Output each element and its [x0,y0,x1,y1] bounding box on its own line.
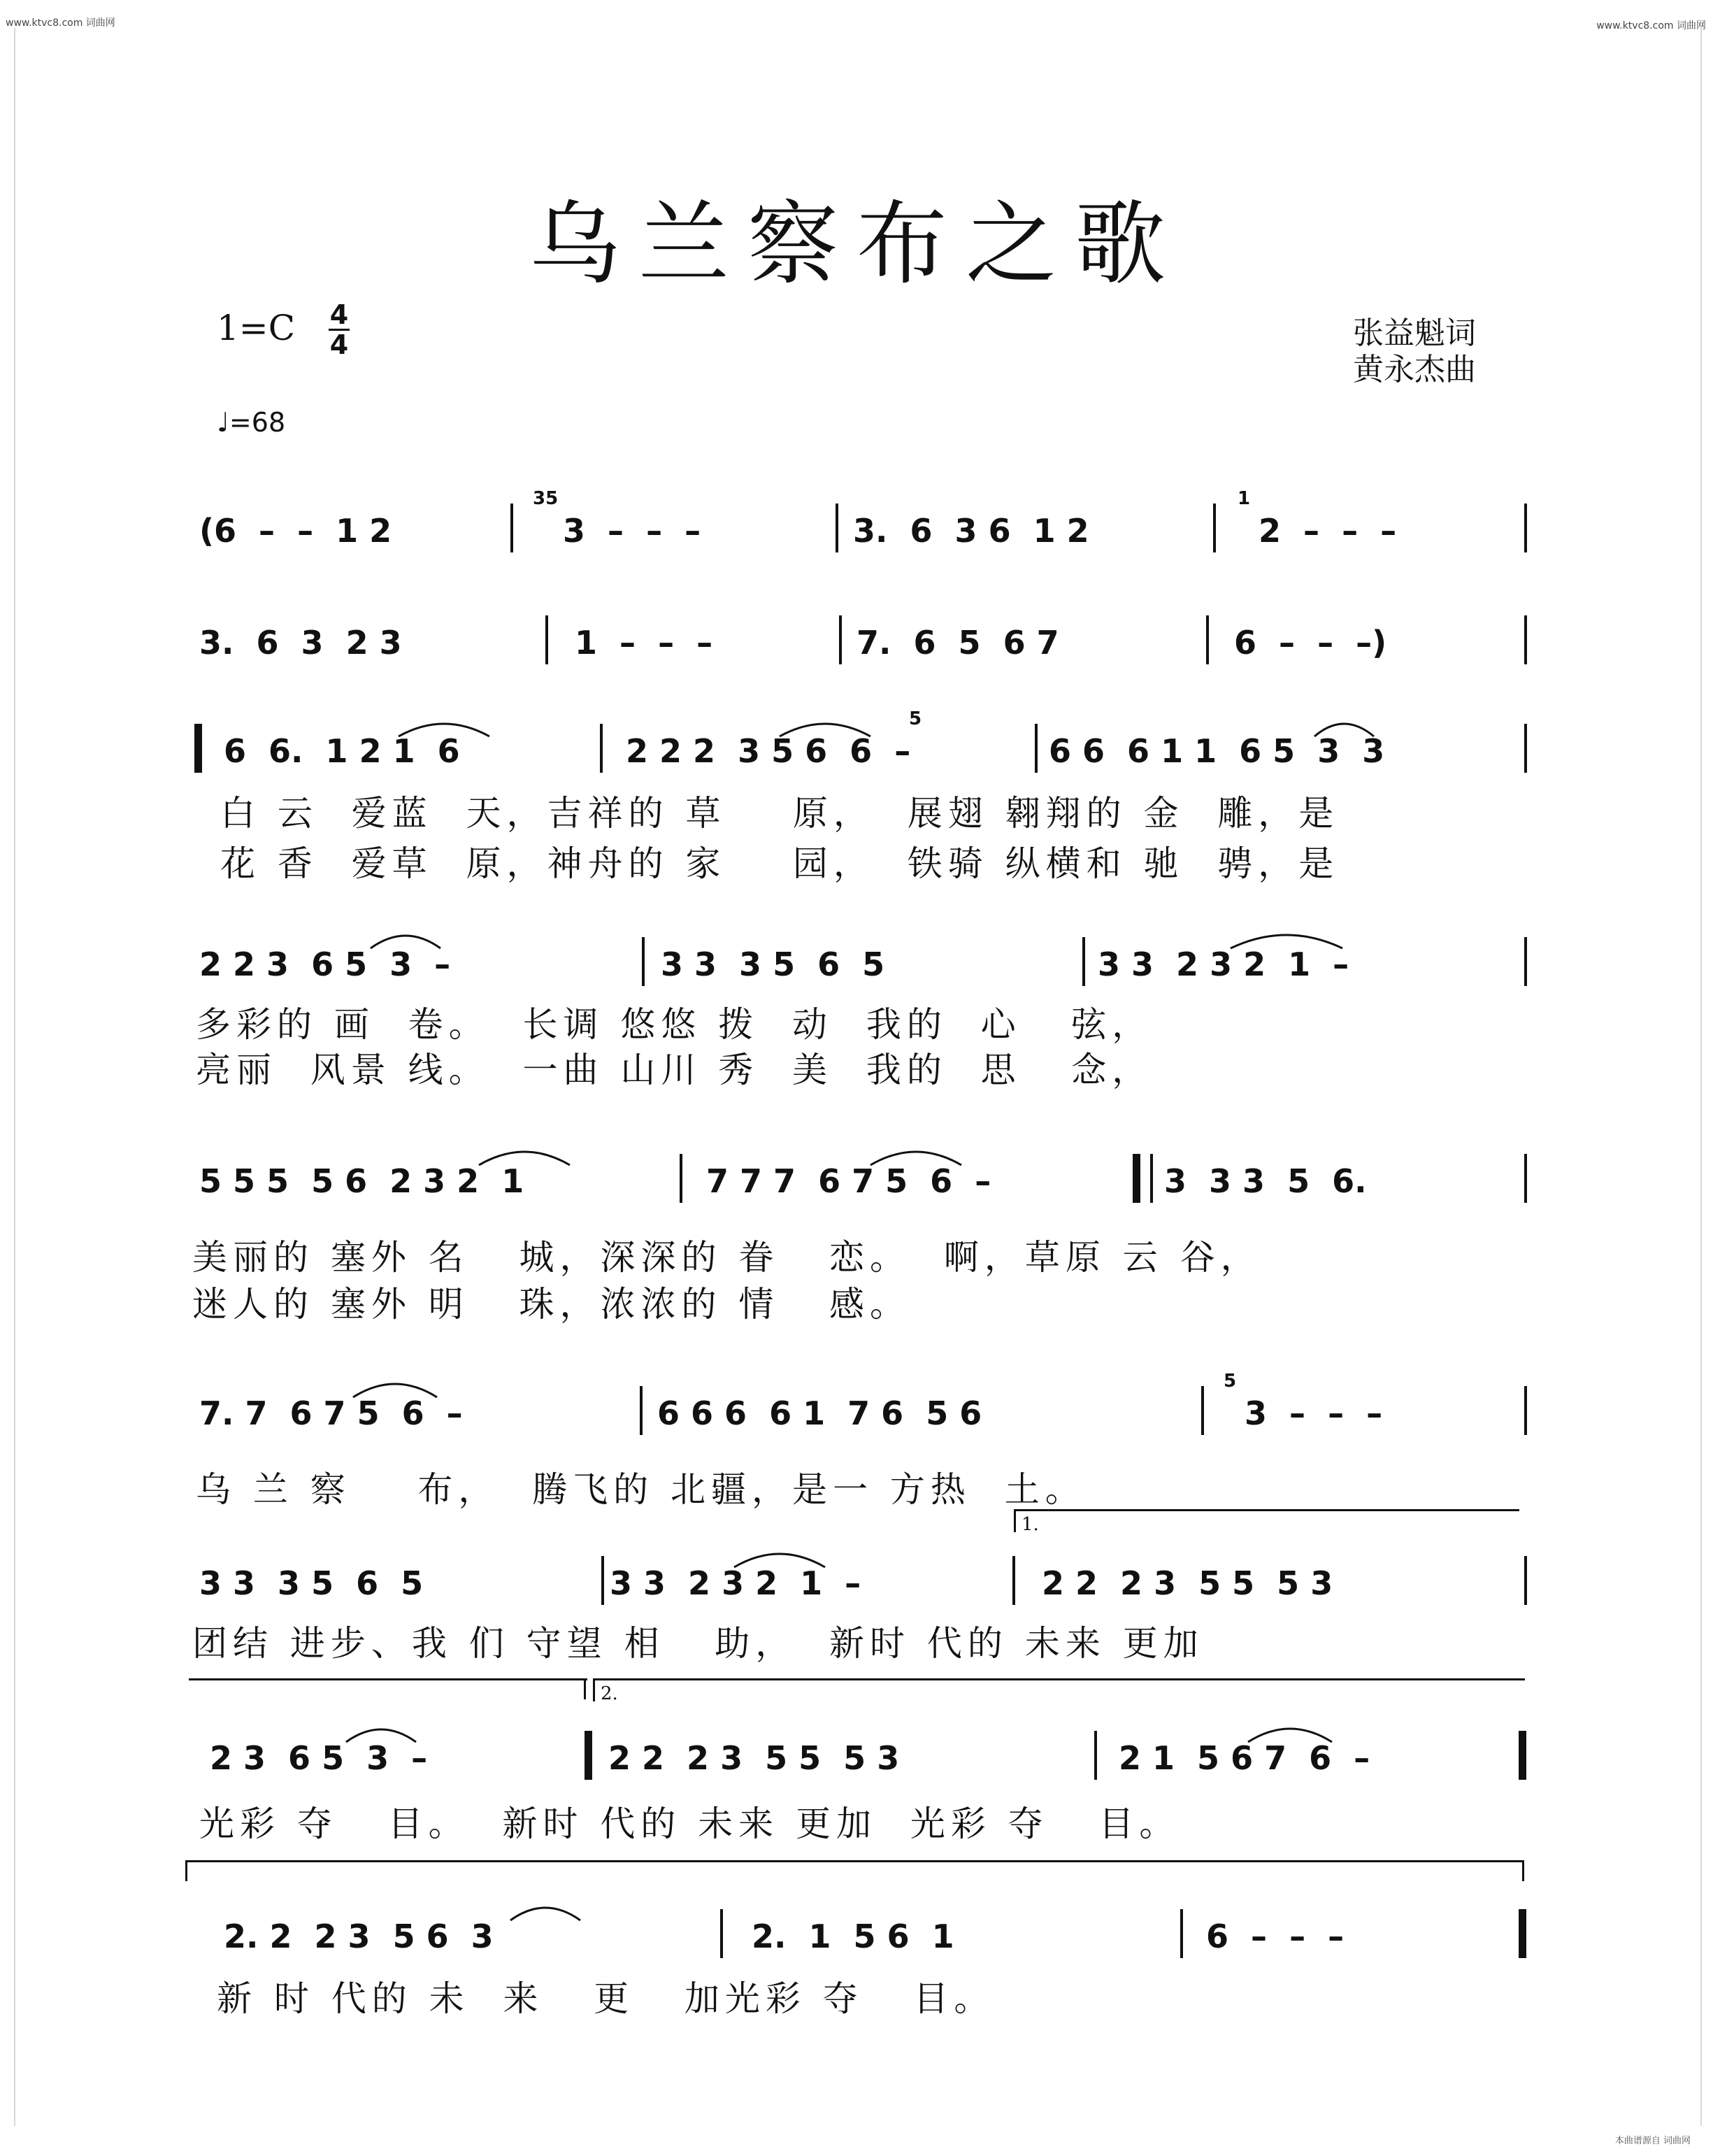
final-barline [1519,1909,1526,1958]
measure: 7. 7 6 7 5 6 – [199,1394,463,1432]
measure: 2 3 6 5 3 – [210,1739,428,1777]
repeat-end-barline [585,1731,592,1780]
score-line-9 [0,1909,1713,2077]
barline [1012,1556,1015,1605]
lyrics: 光彩 夺 目。 新时 代的 未来 更加 光彩 夺 目。 [199,1804,1180,1844]
measure: 2 2 2 3 5 5 5 3 [608,1739,900,1777]
barline [600,724,603,773]
grace-note: 5 [909,708,922,729]
final-barline [1519,1731,1526,1780]
time-signature-top: 4 [329,299,349,330]
measure: 7. 6 5 6 7 [856,624,1059,662]
lyrics-verse-2: 迷人的 塞外 明 珠，浓浓的 情 感。 [192,1284,911,1325]
lyrics: 乌 兰 察 布， 腾飞的 北疆，是一 方热 土。 [196,1469,1086,1510]
slur [1245,1722,1335,1743]
measure: 2 2 2 3 5 5 5 3 [1042,1564,1333,1602]
coda-bracket-right [1522,1860,1524,1881]
measure: 3. 6 3 6 1 2 [853,512,1089,550]
measure: 6 6. 1 2 1 6 [224,732,460,770]
grace-note: 1 [1238,488,1251,509]
barline [680,1154,682,1203]
barline [545,615,548,664]
barline [839,615,842,664]
slur [350,1378,440,1399]
barline [1213,504,1216,552]
measure: 2 – – – [1259,512,1397,550]
measure: 2 2 3 6 5 3 – [199,945,451,983]
lyrics-verse-2: 亮丽 风景 线。 一曲 山川 秀 美 我的 思 念， [196,1050,1153,1090]
measure: 6 6 6 6 1 7 6 5 6 [657,1394,982,1432]
grace-note: 5 [1224,1371,1237,1392]
measure: 3 3 3 5 6 5 [661,945,885,983]
barline [1082,937,1085,986]
repeat-end-barline [1133,1154,1140,1203]
lyrics: 团结 进步、我 们 守望 相 助， 新时 代的 未来 更加 [192,1623,1204,1664]
barline [1201,1386,1204,1435]
barline [1150,1154,1153,1203]
measure: 3 – – – [563,512,701,550]
repeat-start-barline [194,724,202,773]
measure: 3 3 3 5 6 5 [199,1564,424,1602]
barline [1524,504,1527,552]
score-line-3 [0,708,1713,892]
measure: 3. 6 3 2 3 [199,624,402,662]
barline [1524,1556,1527,1605]
barline [640,1386,643,1435]
barline [1524,1386,1527,1435]
first-ending-label: 1. [1022,1514,1039,1535]
watermark-top-left: www.ktvc8.com 词曲网 [6,17,115,29]
time-signature [329,301,350,359]
measure: 2 2 2 3 5 6 6 – [626,732,911,770]
watermark-top-right: www.ktvc8.com 词曲网 [1596,20,1706,31]
slur [731,1548,829,1569]
barline [1180,1909,1183,1958]
composer: 黄永杰曲 [1353,352,1476,387]
measure: 6 – – – [1206,1918,1345,1955]
coda-bracket-left [185,1860,187,1881]
measure: 2. 2 2 3 5 6 3 [224,1918,494,1955]
watermark-bottom-right: 本曲谱源自 词曲网 [1614,2136,1691,2146]
time-signature-bottom: 4 [329,329,349,360]
grace-note: 35 [533,488,559,509]
coda-bracket [185,1860,1524,1862]
barline [1094,1731,1097,1780]
first-ending-bracket [1014,1509,1519,1535]
second-ending-label: 2. [601,1683,618,1704]
barline [720,1909,723,1958]
slur [343,1722,420,1743]
barline [1206,615,1209,664]
measure: 2. 1 5 6 1 [752,1918,954,1955]
barline [1524,724,1527,773]
barline [1524,937,1527,986]
score-line-8 [0,1731,1713,1899]
measure: 1 – – – [575,624,713,662]
measure: 3 – – – [1245,1394,1383,1432]
barline [642,937,645,986]
barline [1524,1154,1527,1203]
slur [1227,929,1346,950]
measure: 7 7 7 6 7 5 6 – [706,1162,991,1200]
lyrics: 新 时 代的 未 来 更 加光彩 夺 目。 [217,1978,995,2019]
slur [395,717,493,738]
measure: 2 1 5 6 7 6 – [1119,1739,1370,1777]
measure: 6 6 6 1 1 6 5 3 3 [1049,732,1385,770]
measure: 3 3 3 5 6. [1164,1162,1367,1200]
slur [867,1145,965,1166]
tempo-marking: ♩=68 [217,407,286,438]
measure: 6 – – –) [1234,624,1387,662]
lyrics-verse-1: 多彩的 画 卷。 长调 悠悠 拨 动 我的 心 弦， [196,1004,1153,1045]
slur [367,929,444,950]
lyrics-verse-1: 白 云 爱蓝 天，吉祥的 草 原， 展翅 翱翔的 金 雕，是 [220,793,1340,834]
lyricist: 张益魁词 [1353,315,1476,351]
continuation-line-tick [584,1678,586,1699]
barline [510,504,513,552]
slur [1311,717,1377,738]
measure: 3 3 2 3 2 1 – [1098,945,1349,983]
score-line-4 [0,937,1713,1105]
measure: 5 5 5 5 6 2 3 2 1 [199,1162,524,1200]
barline [601,1556,604,1605]
slur [507,1901,584,1922]
continuation-line [189,1678,587,1680]
barline [1524,615,1527,664]
key-signature: 1=C [217,308,295,348]
score-line-5 [0,1154,1713,1325]
barline [1035,724,1038,773]
slur [776,717,874,738]
second-ending-bracket [593,1678,1525,1704]
measure: 3 3 2 3 2 1 – [610,1564,861,1602]
barline [836,504,838,552]
slur [475,1145,573,1166]
measure: (6 – – 1 2 [199,512,392,550]
lyrics-verse-1: 美丽的 塞外 名 城，深深的 眷 恋。 啊，草原 云 谷， [192,1237,1261,1278]
lyrics-verse-2: 花 香 爱草 原，神舟的 家 园， 铁骑 纵横和 驰 骋，是 [220,843,1340,884]
song-title: 乌兰察布之歌 [529,191,1184,297]
